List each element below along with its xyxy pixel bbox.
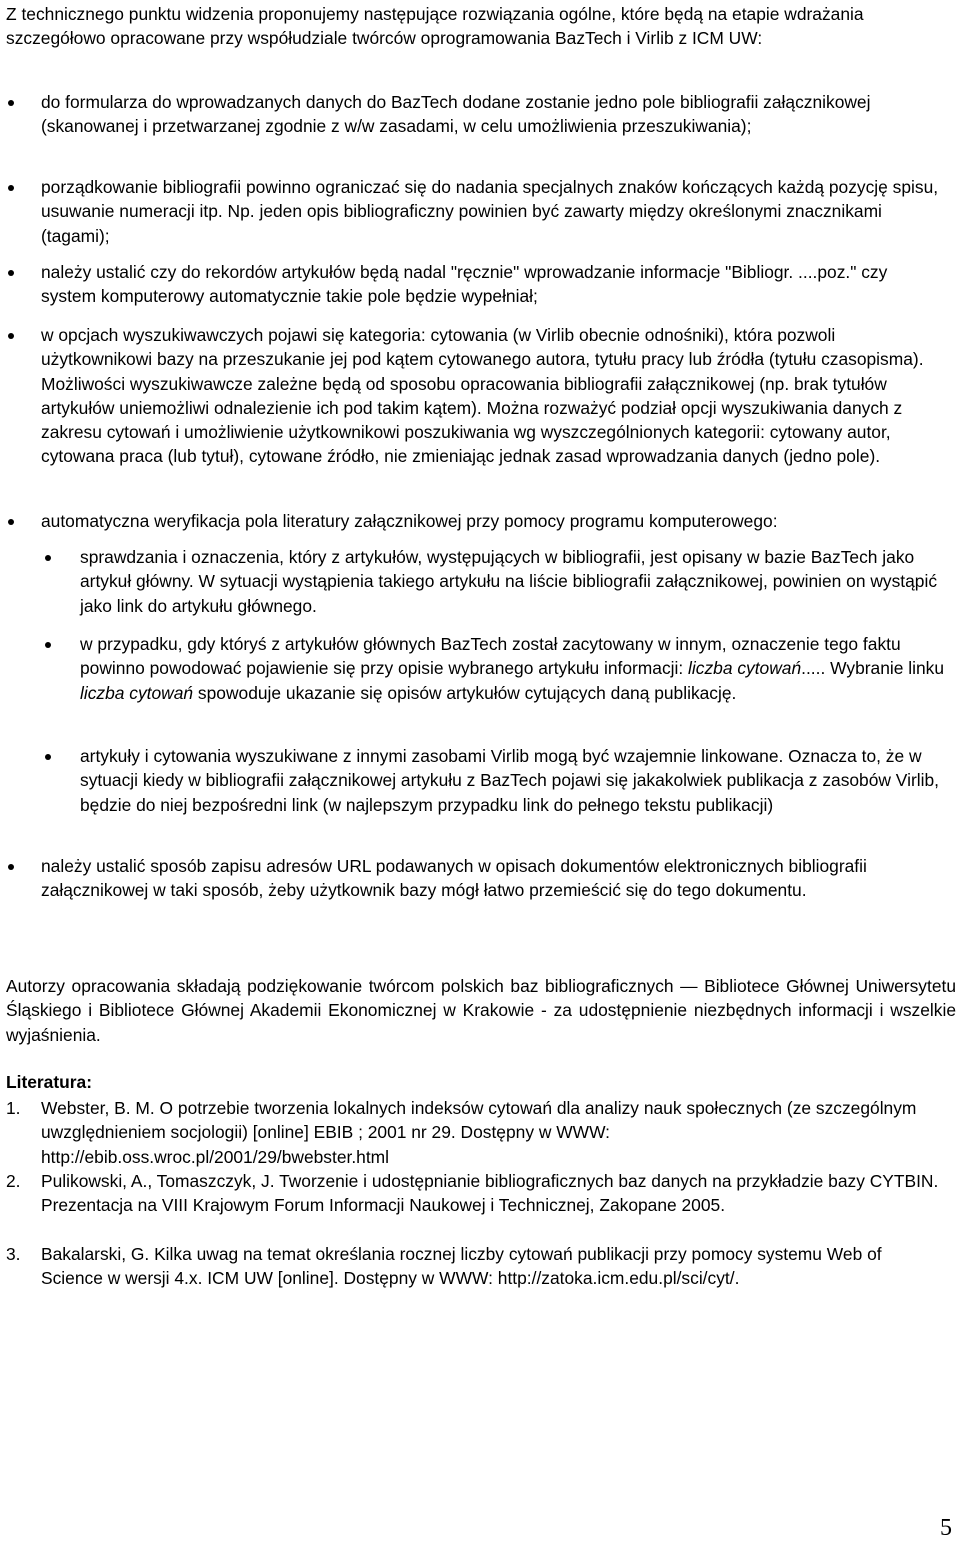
reference-text: Webster, B. M. O potrzebie tworzenia lokalnych indeksów cytowań dla analizy nauk społecznych (ze szczególnym uwzględnieniem socjologii) [online] EBIB ; 2001 nr 29. Dostępny w WWW: http://ebib.oss.wroc.pl/2001/29/bwebster.html <box>41 1098 917 1167</box>
bullet-text: należy ustalić czy do rekordów artykułów będą nadal "ręcznie" wprowadzanie informacje "Bibliogr. ....poz." czy system komputerowy automatycznie takie pole będzie wypełniał; <box>41 262 888 307</box>
bullet-icon <box>45 642 51 648</box>
bullet-icon <box>8 100 14 106</box>
sub-bullet-text <box>80 632 950 705</box>
bullet-icon <box>45 754 51 760</box>
text-span: ..... Wybranie linku <box>801 658 945 679</box>
literature-heading: Literatura: <box>6 1072 93 1092</box>
bullet-icon <box>8 519 14 525</box>
bullet-text: automatyczna weryfikacja pola literatury załącznikowej przy pomocy programu komputerowego: <box>41 511 778 531</box>
bullet-text: w opcjach wyszukiwawczych pojawi się kategoria: cytowania (w Virlib obecnie odnośniki), która pozwoli użytkownikowi bazy na przeszukanie jej pod kątem cytowanego autora, tytułu pracy lub źródła (tytułu czasopisma). Możliwości wyszukiwawcze zależne będą od sposobu opracowania bibliografii załącznikowej (np. brak tytułów artykułów uniemożliwi odnalezienie ich pod takim kątem). Można rozważyć podział opcji wyszukiwania danych z zakresu cytowań i umożliwienie użytkownikowi poszukiwania wg wyszczególnionych kategorii: cytowany autor, cytowana praca (lub tytuł), cytowane źródło, nie zmieniając jednak zasad wprowadzania danych (jedno pole). <box>41 325 924 467</box>
intro-paragraph: Z technicznego punktu widzenia proponujemy następujące rozwiązania ogólne, które będą na etapie wdrażania szczegółowo opracowane przy współudziale twórców oprogramowania BazTech i Virlib z ICM UW: <box>6 4 864 49</box>
reference-number: 3. <box>6 1244 21 1264</box>
bullet-icon <box>8 185 14 191</box>
sub-bullet-text: artykuły i cytowania wyszukiwane z innymi zasobami Virlib mogą być wzajemnie linkowane. Oznacza to, że w sytuacji kiedy w bibliografii załącznikowej artykułu z BazTech pojawi się jakakolwiek publikacja z zasobów Virlib, będzie do niej bezpośredni link (w najlepszym przypadku link do pełnego tekstu publikacji) <box>80 746 939 815</box>
acknowledgement-paragraph: Autorzy opracowania składają podziękowanie twórcom polskich baz bibliograficznych — Bibliotece Głównej Uniwersytetu Śląskiego i Bibliotece Głównej Akademii Ekonomicznej w Krakowie - za udostępnienie niezbędnych informacji i wszelkie wyjaśnienia. <box>6 976 956 1045</box>
text-span: w przypadku, gdy któryś z artykułów głównych BazTech został zacytowany w innym, oznaczenie tego faktu powinno powodować pojawienie się przy opisie wybranego artykułu informacji: <box>80 634 901 679</box>
bullet-icon <box>8 864 14 870</box>
reference-text: Pulikowski, A., Tomaszczyk, J. Tworzenie i udostępnianie bibliograficznych baz danych na przykładzie bazy CYTBIN. Prezentacja na VIII Krajowym Forum Informacji Naukowej i Technicznej, Zakopane 2005. <box>41 1171 939 1216</box>
text-span: spowoduje ukazanie się opisów artykułów cytujących daną publikację. <box>193 682 737 703</box>
italic-term: liczba cytowań <box>80 682 194 703</box>
bullet-icon <box>45 555 51 561</box>
italic-term: liczba cytowań <box>688 658 802 679</box>
bullet-text: porządkowanie bibliografii powinno ograniczać się do nadania specjalnych znaków kończących każdą pozycję spisu, usuwanie numeracji itp. Np. jeden opis bibliograficzny powinien być zawarty między określonymi znacznikami (tagami); <box>41 177 939 246</box>
page-number: 5 <box>940 1515 952 1541</box>
bullet-text: do formularza do wprowadzanych danych do BazTech dodane zostanie jedno pole bibliografii załącznikowej (skanowanej i przetwarzanej zgodnie z w/w zasadami, w celu umożliwienia przeszukiwania); <box>41 92 871 137</box>
reference-number: 1. <box>6 1098 21 1118</box>
bullet-text: należy ustalić sposób zapisu adresów URL podawanych w opisach dokumentów elektronicznych bibliografii załącznikowej w taki sposób, żeby użytkownik bazy mógł łatwo przemieścić się do tego dokumentu. <box>41 856 867 901</box>
reference-number: 2. <box>6 1171 21 1191</box>
bullet-icon <box>8 333 14 339</box>
sub-bullet-text: sprawdzania i oznaczenia, który z artykułów, występujących w bibliografii, jest opisany w bazie BazTech jako artykuł główny. W sytuacji wystąpienia takiego artykułu na liście bibliografii załącznikowej, powinien on wystąpić jako link do artykułu głównego. <box>80 547 938 616</box>
bullet-icon <box>8 270 14 276</box>
reference-text: Bakalarski, G. Kilka uwag na temat określania rocznej liczby cytowań publikacji przy pomocy systemu Web of Science w wersji 4.x. ICM UW [online]. Dostępny w WWW: http://zatoka.icm.edu.pl/sci/cyt/. <box>41 1244 882 1289</box>
